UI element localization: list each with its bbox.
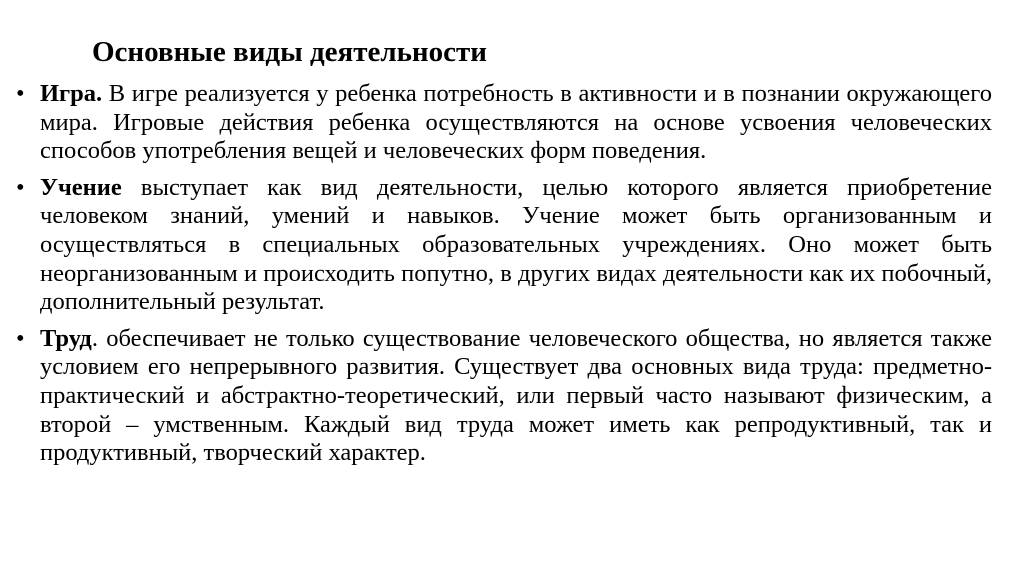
bullet-list (10, 80, 992, 476)
item-term: Учение (40, 173, 122, 201)
item-text: выступает как вид деятельности, целью которого является приобретение человеком знаний, умений и навыков. Учение может быть организованным и осуществляться в специальных образовательных учреждениях. Оно может быть неорганизованным и происходить попутно, в других видах деятельности как их побочный, дополнительный результат. (40, 173, 992, 316)
slide-title: Основные виды деятельности (92, 36, 487, 68)
bullet-icon: • (16, 324, 25, 352)
item-term: Труд (40, 324, 92, 352)
item-text: . обеспечивает не только существование человеческого общества, но является также условием его непрерывного развития. Существует два основных вида труда: предметно-практический и абстрактно-теоретический, или первый часто называют физическим, а второй – умственным. Каждый вид труда может иметь как репродуктивный, так и продуктивный, творческий характер. (40, 324, 992, 467)
list-item-learning (10, 174, 992, 317)
bullet-icon: • (16, 80, 25, 107)
bullet-icon: • (16, 173, 25, 201)
list-item-labor (10, 325, 992, 468)
item-term: Игра. (40, 80, 103, 107)
list-item-play (10, 80, 992, 166)
item-text: В игре реализуется у ребенка потребность в активности и в познании окружающего мира. Игровые действия ребенка осуществляются на основе усвоения человеческих способов употребления вещей и человеческих форм поведения. (40, 80, 992, 165)
